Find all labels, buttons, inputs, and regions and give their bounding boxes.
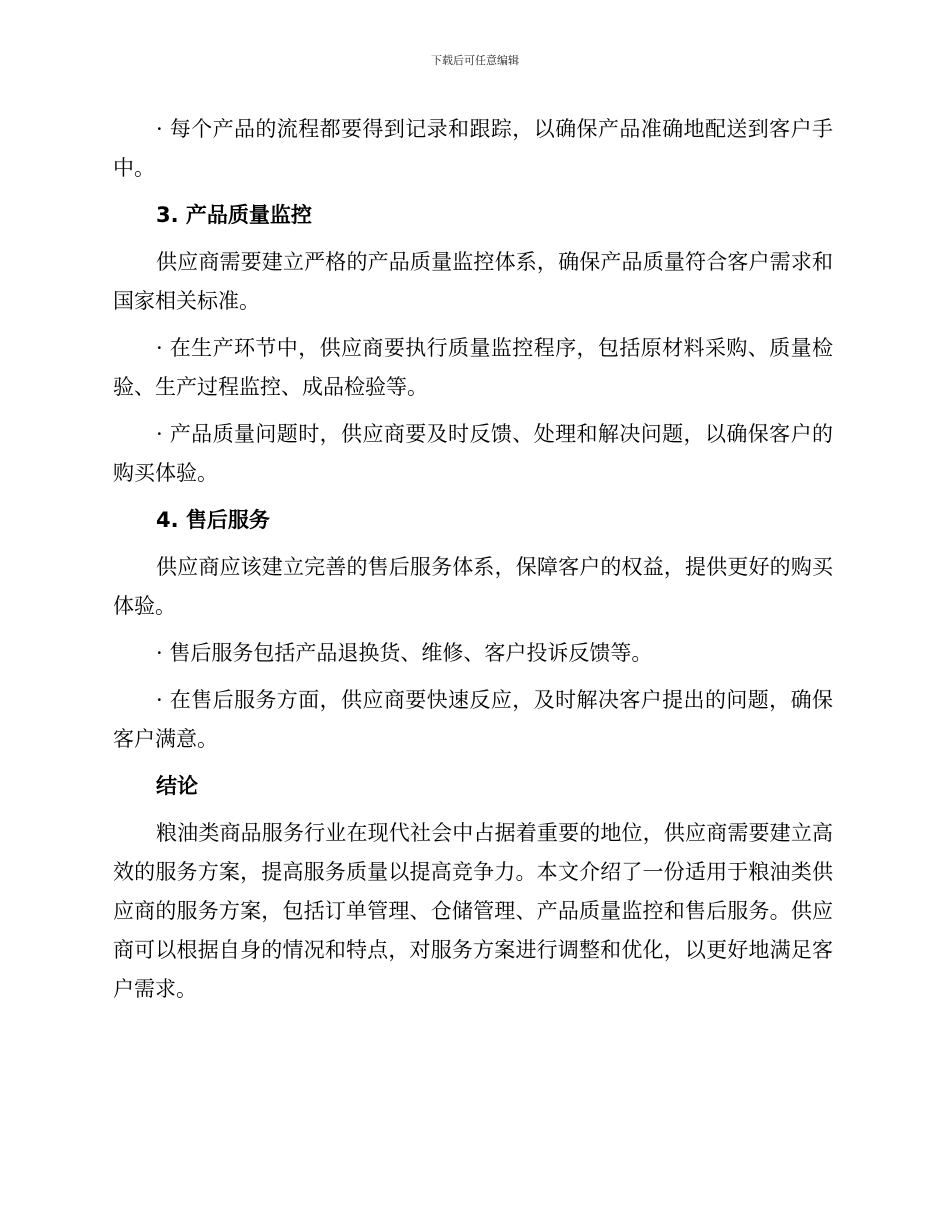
bullet-quality-issues: · 产品质量问题时，供应商要及时反馈、处理和解决问题，以确保客户的购买体验。 [113,422,833,485]
section-heading-quality-monitoring: 3. 产品质量监控 [156,203,312,227]
paragraph-quality-system: 供应商需要建立严格的产品质量监控体系，确保产品质量符合客户需求和国家相关标准。 [113,250,833,313]
bullet-production-quality: · 在生产环节中，供应商要执行质量监控程序，包括原材料采购、质量检验、生产过程监控、成品检验等。 [113,336,833,399]
bullet-after-sales-scope: · 售后服务包括产品退换货、维修、客户投诉反馈等。 [156,641,653,665]
running-header: 下载后可任意编辑 [431,54,519,67]
paragraph-conclusion: 粮油类商品服务行业在现代社会中占据着重要的地位，供应商需要建立高效的服务方案，提高服务质量以提高竞争力。本文介绍了一份适用于粮油类供应商的服务方案，包括订单管理、仓储管理、产品质量监控和售后服务。供应商可以根据自身的情况和特点，对服务方案进行调整和优化，以更好地满足客户需求。 [113,821,833,1001]
bullet-after-sales-response: · 在售后服务方面，供应商要快速反应，及时解决客户提出的问题，确保客户满意。 [113,688,833,751]
bullet-record-tracking: · 每个产品的流程都要得到记录和跟踪，以确保产品准确地配送到客户手中。 [113,117,833,180]
paragraph-after-sales-system: 供应商应该建立完善的售后服务体系，保障客户的权益，提供更好的购买体验。 [113,555,833,618]
section-heading-after-sales: 4. 售后服务 [156,508,270,532]
section-heading-conclusion: 结论 [156,774,198,798]
document-body [113,110,833,1017]
